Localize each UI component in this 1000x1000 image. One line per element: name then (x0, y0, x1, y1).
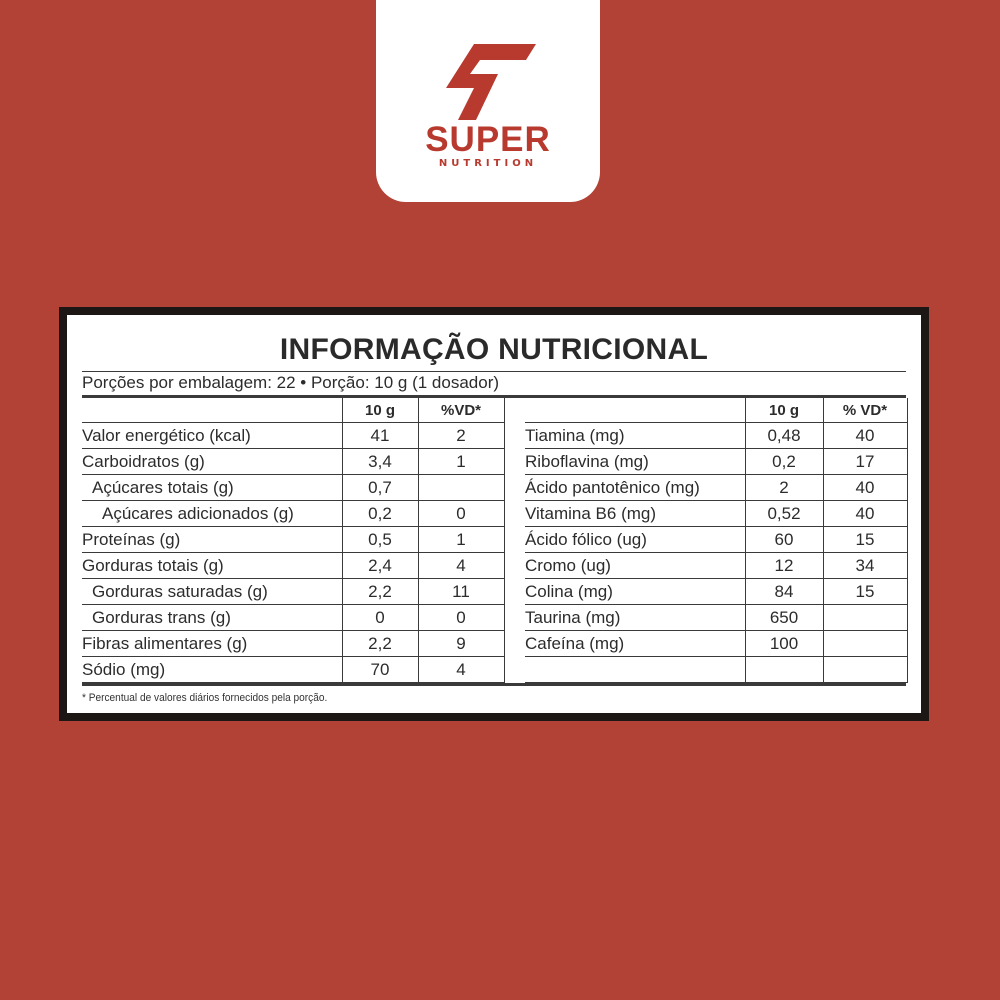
brand-name: SUPER (425, 120, 551, 159)
nutrient-name: Riboflavina (mg) (525, 452, 649, 471)
row-rule (82, 474, 504, 475)
nutrient-amount: 60 (774, 530, 794, 549)
nutrient-vd: 40 (855, 504, 875, 523)
nutrient-amount: 84 (774, 582, 794, 601)
row-rule (525, 578, 907, 579)
lightning-s-icon (440, 42, 538, 122)
nutrient-vd: 34 (855, 556, 875, 575)
nutrient-amount: 2 (779, 478, 789, 497)
portions-info: Porções por embalagem: 22 • Porção: 10 g (1 dosador) (82, 373, 500, 392)
row-rule (525, 448, 907, 449)
nutrient-name: Cromo (ug) (525, 556, 611, 575)
column-rule (504, 398, 505, 683)
nutrient-amount: 2,2 (368, 634, 392, 653)
column-rule (342, 398, 343, 683)
divider-bottom (82, 683, 906, 686)
nutrient-name: Gorduras saturadas (g) (92, 582, 268, 601)
nutrient-amount: 0,2 (368, 504, 392, 523)
nutrient-amount: 0,5 (368, 530, 392, 549)
nutrient-amount: 12 (774, 556, 794, 575)
nutrition-table (67, 315, 921, 713)
nutrient-amount: 2,2 (368, 582, 392, 601)
column-rule (745, 398, 746, 683)
nutrient-name: Ácido pantotênico (mg) (525, 478, 700, 497)
nutrient-amount: 0,52 (767, 504, 801, 523)
brand-subtitle: NUTRITION (438, 158, 538, 169)
column-rule (907, 398, 908, 683)
nutrient-vd: 2 (456, 426, 466, 445)
nutrient-vd: 11 (452, 582, 470, 601)
nutrient-name: Carboidratos (g) (82, 452, 205, 471)
nutrient-vd: 1 (456, 452, 466, 471)
nutrient-name: Açúcares adicionados (g) (102, 504, 294, 523)
row-rule (82, 500, 504, 501)
nutrient-name: Colina (mg) (525, 582, 613, 601)
row-rule (525, 656, 907, 657)
nutrient-amount: 3,4 (368, 452, 392, 471)
row-rule (525, 604, 907, 605)
nutrient-vd: 40 (855, 426, 875, 445)
row-rule (82, 448, 504, 449)
row-rule (525, 474, 907, 475)
table-title: INFORMAÇÃO NUTRICIONAL (279, 333, 709, 366)
nutrition-facts-panel (59, 307, 929, 721)
row-rule (82, 578, 504, 579)
row-rule (525, 526, 907, 527)
nutrient-amount: 70 (370, 660, 390, 679)
nutrient-vd: 4 (456, 556, 466, 575)
nutrient-vd: 40 (855, 478, 875, 497)
nutrient-name: Gorduras totais (g) (82, 556, 224, 575)
nutrient-amount: 0 (375, 608, 385, 627)
row-rule (525, 552, 907, 553)
row-rule (82, 630, 504, 631)
nutrient-amount: 650 (769, 608, 799, 627)
nutrient-amount: 2,4 (368, 556, 392, 575)
nutrient-name: Valor energético (kcal) (82, 426, 251, 445)
column-header-amount: 10 g (364, 402, 395, 419)
column-header-amount: 10 g (768, 402, 799, 419)
row-rule (525, 500, 907, 501)
nutrient-vd: 9 (456, 634, 466, 653)
nutrient-name: Tiamina (mg) (525, 426, 625, 445)
nutrient-name: Sódio (mg) (82, 660, 166, 679)
nutrient-name: Ácido fólico (ug) (525, 530, 647, 549)
nutrient-name: Gorduras trans (g) (92, 608, 231, 627)
row-rule (525, 422, 907, 423)
row-rule (82, 422, 504, 423)
column-header-vd: %VD* (440, 402, 481, 419)
divider (82, 371, 906, 372)
nutrient-vd: 15 (855, 582, 875, 601)
nutrient-name: Fibras alimentares (g) (82, 634, 248, 653)
footnote: * Percentual de valores diários fornecidos pela porção. (82, 692, 328, 704)
brand-logo-tab (376, 0, 600, 202)
nutrient-amount: 0,48 (767, 426, 801, 445)
nutrient-vd: 1 (456, 530, 466, 549)
nutrient-name: Vitamina B6 (mg) (525, 504, 657, 523)
nutrient-amount: 100 (769, 634, 799, 653)
row-rule (82, 604, 504, 605)
row-rule (82, 526, 504, 527)
nutrient-amount: 0,7 (368, 478, 392, 497)
nutrient-amount: 41 (370, 426, 390, 445)
nutrient-vd: 4 (456, 660, 466, 679)
nutrient-vd: 15 (855, 530, 875, 549)
nutrient-name: Cafeína (mg) (525, 634, 625, 653)
column-header-vd: % VD* (842, 402, 888, 419)
row-rule (82, 552, 504, 553)
row-rule (82, 656, 504, 657)
nutrient-name: Açúcares totais (g) (92, 478, 234, 497)
nutrient-vd: 0 (456, 504, 466, 523)
column-rule (418, 398, 419, 683)
row-rule (525, 630, 907, 631)
nutrient-name: Proteínas (g) (82, 530, 181, 549)
nutrient-name: Taurina (mg) (525, 608, 621, 627)
column-rule (823, 398, 824, 683)
nutrient-amount: 0,2 (772, 452, 796, 471)
nutrient-vd: 0 (456, 608, 466, 627)
nutrient-vd: 17 (855, 452, 875, 471)
